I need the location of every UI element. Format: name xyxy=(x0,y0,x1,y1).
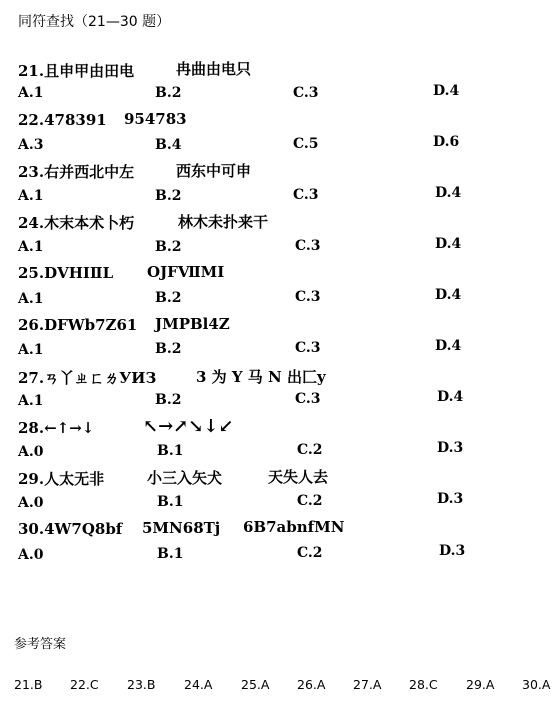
q25-group-b: OJFⅦMI xyxy=(147,263,225,281)
q25-option-b: B.2 xyxy=(155,290,182,306)
q29-option-c: C.2 xyxy=(297,493,323,509)
answer-22: 22.C xyxy=(70,677,99,692)
q23-option-d: D.4 xyxy=(435,185,462,201)
answer-30: 30.A xyxy=(522,677,551,692)
q22-stem: 22.478391 xyxy=(18,111,107,129)
q23-option-a: A.1 xyxy=(18,188,44,204)
q28-stem: 28.←↑→↓ xyxy=(18,419,95,437)
answer-24: 24.A xyxy=(184,677,213,692)
answer-28: 28.C xyxy=(409,677,438,692)
q22-group-b: 954783 xyxy=(124,110,187,128)
answer-23: 23.B xyxy=(127,677,156,692)
q30-option-b: B.1 xyxy=(157,546,184,562)
q27-option-d: D.4 xyxy=(437,389,464,405)
q24-option-c: C.3 xyxy=(295,238,321,254)
q25-option-c: C.3 xyxy=(295,289,321,305)
q29-option-d: D.3 xyxy=(437,491,464,507)
q28-option-a: A.0 xyxy=(18,444,44,460)
q29-stem: 29.人太无非 xyxy=(18,470,105,488)
q30-stem: 30.4W7Q8bf xyxy=(18,520,123,538)
q24-option-b: B.2 xyxy=(155,239,182,255)
q25-stem: 25.DⅤHIⅡL xyxy=(18,264,114,282)
q21-option-c: C.3 xyxy=(293,85,319,101)
q28-option-d: D.3 xyxy=(437,440,464,456)
q24-option-a: A.1 xyxy=(18,239,44,255)
q27-option-a: A.1 xyxy=(18,393,44,409)
q27-group-b: 3 为 Y 马 N 出匚y xyxy=(196,368,326,386)
q29-group-c: 天失人去 xyxy=(268,468,329,486)
q26-option-a: A.1 xyxy=(18,342,44,358)
q28-group-b: ↖→↗↘↓↙ xyxy=(143,416,234,437)
q24-group-b: 林木未扑来干 xyxy=(178,213,269,231)
q23-stem: 23.右并西北中左 xyxy=(18,163,135,181)
q21-group-b: 冉曲由电只 xyxy=(176,60,252,78)
q23-option-c: C.3 xyxy=(293,187,319,203)
q27-option-c: C.3 xyxy=(295,391,321,407)
q28-option-c: C.2 xyxy=(297,442,323,458)
q26-option-c: C.3 xyxy=(295,340,321,356)
q21-option-b: B.2 xyxy=(155,85,182,101)
q28-option-b: B.1 xyxy=(157,443,184,459)
q27-stem: 27.ㄢ丫ㄓㄈㄌУИЗ xyxy=(18,369,157,387)
q30-group-b: 5MN68Tj xyxy=(142,519,221,537)
answer-27: 27.A xyxy=(353,677,382,692)
answers-title: 参考答案 xyxy=(14,637,67,652)
q29-group-b: 小三入矢犬 xyxy=(147,469,223,487)
q22-option-a: A.3 xyxy=(18,137,44,153)
q30-group-c: 6B7abnfMN xyxy=(243,518,345,536)
q22-option-c: C.5 xyxy=(293,136,319,152)
q30-option-c: C.2 xyxy=(297,545,323,561)
q22-option-d: D.6 xyxy=(433,134,460,150)
answer-25: 25.A xyxy=(241,677,270,692)
answer-21: 21.B xyxy=(14,677,43,692)
answer-29: 29.A xyxy=(466,677,495,692)
q21-option-a: A.1 xyxy=(18,85,44,101)
q23-option-b: B.2 xyxy=(155,188,182,204)
q22-option-b: B.4 xyxy=(155,137,182,153)
page-title: 同符查找（21—30 题） xyxy=(18,14,171,30)
q30-option-d: D.3 xyxy=(439,543,466,559)
q29-option-a: A.0 xyxy=(18,495,44,511)
q21-stem: 21.且申甲由田电 xyxy=(18,62,135,80)
q23-group-b: 西东中可申 xyxy=(176,162,252,180)
q29-option-b: B.1 xyxy=(157,494,184,510)
q26-group-b: JMPBl4Z xyxy=(155,315,230,333)
q27-option-b: B.2 xyxy=(155,392,182,408)
q25-option-d: D.4 xyxy=(435,287,462,303)
q21-option-d: D.4 xyxy=(433,83,460,99)
answer-26: 26.A xyxy=(297,677,326,692)
q26-option-b: B.2 xyxy=(155,341,182,357)
q25-option-a: A.1 xyxy=(18,291,44,307)
q24-stem: 24.木末本术卜朽 xyxy=(18,214,135,232)
q26-option-d: D.4 xyxy=(435,338,462,354)
q26-stem: 26.DFWb7Z61 xyxy=(18,316,138,334)
q24-option-d: D.4 xyxy=(435,236,462,252)
q30-option-a: A.0 xyxy=(18,547,44,563)
